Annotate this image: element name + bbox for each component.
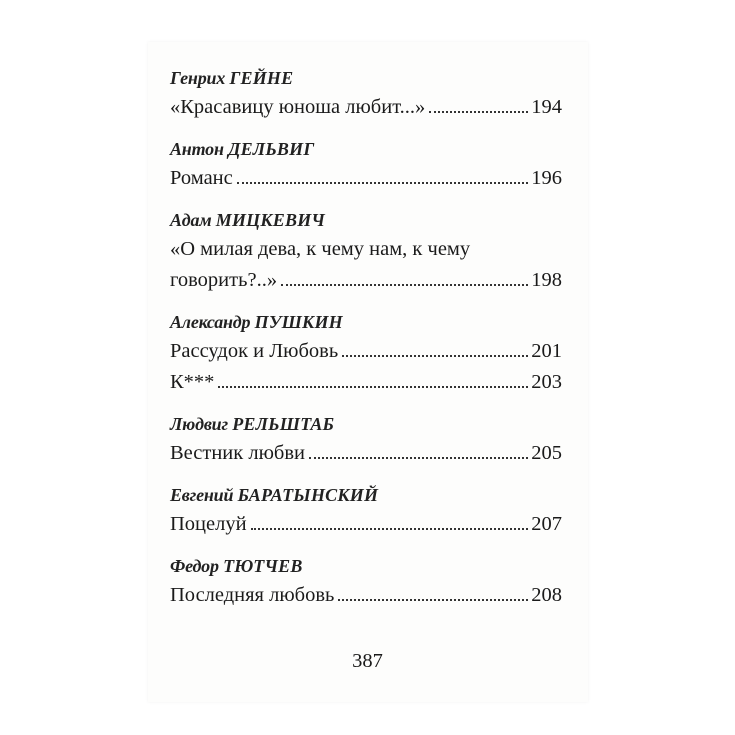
toc-entry[interactable]	[170, 509, 562, 540]
dot-leader	[309, 457, 528, 459]
dot-leader	[281, 284, 528, 286]
author-last-name: МИЦКЕВИЧ	[215, 210, 326, 230]
entry-title-line-1: «О милая дева, к чему нам, к чему	[170, 238, 471, 260]
entry-title: «Красавицу юноша любит...»	[170, 96, 426, 118]
author-last-name: ТЮТЧЕВ	[223, 556, 303, 576]
entry-page-number: 208	[531, 584, 562, 606]
toc-section-pushkin	[170, 310, 562, 398]
dot-leader	[429, 111, 528, 113]
author-last-name: РЕЛЬШТАБ	[232, 414, 335, 434]
author-first-name: Евгений	[170, 485, 234, 505]
dot-leader	[342, 355, 528, 357]
author-last-name: БАРАТЫНСКИЙ	[237, 485, 379, 505]
toc-entry[interactable]	[170, 92, 562, 123]
dot-leader	[338, 599, 528, 601]
author-first-name: Федор	[170, 556, 219, 576]
author-name	[170, 310, 562, 334]
author-name	[170, 208, 562, 232]
toc-section-rellstab	[170, 412, 562, 469]
author-name	[170, 66, 562, 90]
toc-section-baratynsky	[170, 483, 562, 540]
entry-page-number: 203	[531, 371, 562, 393]
entry-title: Поцелуй	[170, 513, 247, 535]
toc-section-tyutchev	[170, 554, 562, 611]
entry-page-number: 198	[531, 269, 562, 291]
toc-entry[interactable]	[170, 163, 562, 194]
entry-title: Романс	[170, 167, 233, 189]
author-first-name: Генрих	[170, 68, 226, 88]
dot-leader	[237, 182, 528, 184]
author-first-name: Людвиг	[170, 414, 228, 434]
author-name	[170, 483, 562, 507]
toc-entry[interactable]	[170, 336, 562, 367]
table-of-contents	[170, 66, 562, 625]
entry-page-number: 207	[531, 513, 562, 535]
toc-entry[interactable]	[170, 234, 562, 296]
entry-title: Вестник любви	[170, 442, 305, 464]
toc-section-mickiewicz	[170, 208, 562, 296]
entry-title: говорить?..»	[170, 269, 278, 291]
toc-entry[interactable]	[170, 580, 562, 611]
author-first-name: Адам	[170, 210, 212, 230]
entry-title: Последняя любовь	[170, 584, 335, 606]
page-number: 387	[352, 650, 383, 672]
toc-section-heine	[170, 66, 562, 123]
entry-title: Рассудок и Любовь	[170, 340, 339, 362]
author-name	[170, 554, 562, 578]
entry-title: К***	[170, 371, 215, 393]
toc-section-delvig	[170, 137, 562, 194]
toc-entry[interactable]	[170, 438, 562, 469]
author-first-name: Александр	[170, 312, 251, 332]
author-last-name: ПУШКИН	[254, 312, 343, 332]
entry-page-number: 194	[531, 96, 562, 118]
dot-leader	[251, 528, 529, 530]
author-last-name: ГЕЙНЕ	[229, 68, 294, 88]
dot-leader	[218, 386, 528, 388]
author-last-name: ДЕЛЬВИГ	[228, 139, 315, 159]
author-first-name: Антон	[170, 139, 224, 159]
entry-page-number: 201	[531, 340, 562, 362]
author-name	[170, 137, 562, 161]
toc-entry[interactable]	[170, 367, 562, 398]
entry-page-number: 196	[531, 167, 562, 189]
entry-page-number: 205	[531, 442, 562, 464]
author-name	[170, 412, 562, 436]
